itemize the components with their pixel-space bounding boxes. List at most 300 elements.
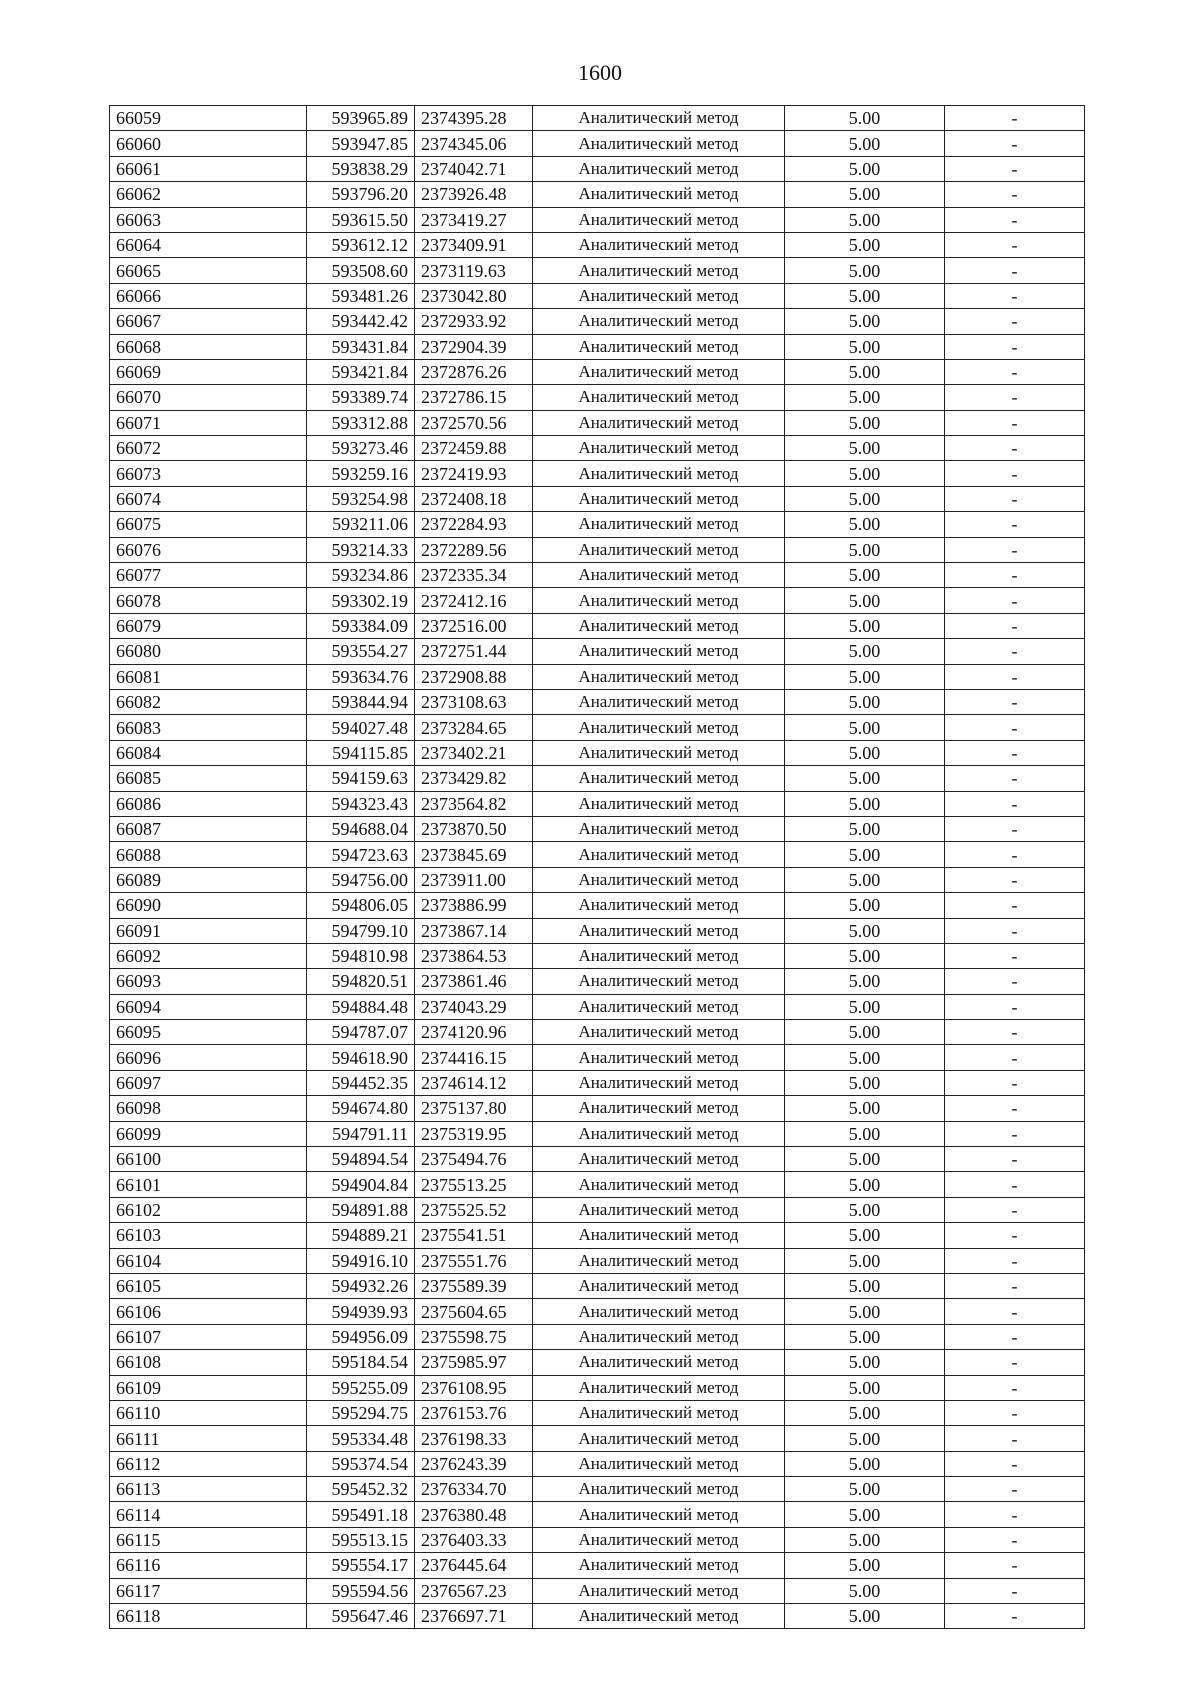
- note-cell: -: [945, 994, 1085, 1019]
- method-cell: Аналитический метод: [533, 232, 785, 257]
- point-id-cell: 66060: [110, 131, 307, 156]
- x-coordinate-cell: 593844.94: [307, 689, 415, 714]
- accuracy-cell: 5.00: [785, 156, 945, 181]
- x-coordinate-cell: 594115.85: [307, 740, 415, 765]
- point-id-cell: 66109: [110, 1375, 307, 1400]
- accuracy-cell: 5.00: [785, 1020, 945, 1045]
- accuracy-cell: 5.00: [785, 106, 945, 131]
- note-cell: -: [945, 1299, 1085, 1324]
- y-coordinate-cell: 2373845.69: [415, 842, 533, 867]
- y-coordinate-cell: 2372876.26: [415, 359, 533, 384]
- y-coordinate-cell: 2372412.16: [415, 588, 533, 613]
- y-coordinate-cell: 2376403.33: [415, 1527, 533, 1552]
- y-coordinate-cell: 2373926.48: [415, 182, 533, 207]
- x-coordinate-cell: 595334.48: [307, 1426, 415, 1451]
- method-cell: Аналитический метод: [533, 1147, 785, 1172]
- method-cell: Аналитический метод: [533, 1172, 785, 1197]
- note-cell: -: [945, 842, 1085, 867]
- y-coordinate-cell: 2373108.63: [415, 689, 533, 714]
- table-row: [110, 1045, 1085, 1070]
- y-coordinate-cell: 2375541.51: [415, 1223, 533, 1248]
- table-row: [110, 816, 1085, 841]
- point-id-cell: 66096: [110, 1045, 307, 1070]
- method-cell: Аналитический метод: [533, 740, 785, 765]
- table-row: [110, 385, 1085, 410]
- note-cell: -: [945, 1350, 1085, 1375]
- accuracy-cell: 5.00: [785, 1553, 945, 1578]
- table-row: [110, 918, 1085, 943]
- table-row: [110, 563, 1085, 588]
- method-cell: Аналитический метод: [533, 766, 785, 791]
- y-coordinate-cell: 2374614.12: [415, 1070, 533, 1095]
- accuracy-cell: 5.00: [785, 309, 945, 334]
- accuracy-cell: 5.00: [785, 537, 945, 562]
- y-coordinate-cell: 2372570.56: [415, 410, 533, 435]
- point-id-cell: 66063: [110, 207, 307, 232]
- table-row: [110, 943, 1085, 968]
- accuracy-cell: 5.00: [785, 1375, 945, 1400]
- method-cell: Аналитический метод: [533, 1324, 785, 1349]
- point-id-cell: 66100: [110, 1147, 307, 1172]
- x-coordinate-cell: 595491.18: [307, 1502, 415, 1527]
- accuracy-cell: 5.00: [785, 1527, 945, 1552]
- accuracy-cell: 5.00: [785, 334, 945, 359]
- method-cell: Аналитический метод: [533, 1273, 785, 1298]
- note-cell: -: [945, 1223, 1085, 1248]
- accuracy-cell: 5.00: [785, 283, 945, 308]
- method-cell: Аналитический метод: [533, 359, 785, 384]
- table-row: [110, 1553, 1085, 1578]
- y-coordinate-cell: 2375985.97: [415, 1350, 533, 1375]
- table-row: [110, 689, 1085, 714]
- accuracy-cell: 5.00: [785, 1477, 945, 1502]
- accuracy-cell: 5.00: [785, 1045, 945, 1070]
- y-coordinate-cell: 2376445.64: [415, 1553, 533, 1578]
- y-coordinate-cell: 2373870.50: [415, 816, 533, 841]
- x-coordinate-cell: 593259.16: [307, 461, 415, 486]
- table-row: [110, 1147, 1085, 1172]
- point-id-cell: 66062: [110, 182, 307, 207]
- method-cell: Аналитический метод: [533, 1121, 785, 1146]
- accuracy-cell: 5.00: [785, 436, 945, 461]
- accuracy-cell: 5.00: [785, 689, 945, 714]
- point-id-cell: 66097: [110, 1070, 307, 1095]
- note-cell: -: [945, 309, 1085, 334]
- point-id-cell: 66077: [110, 563, 307, 588]
- accuracy-cell: 5.00: [785, 664, 945, 689]
- point-id-cell: 66079: [110, 613, 307, 638]
- method-cell: Аналитический метод: [533, 1400, 785, 1425]
- table-row: [110, 1324, 1085, 1349]
- accuracy-cell: 5.00: [785, 1324, 945, 1349]
- y-coordinate-cell: 2376153.76: [415, 1400, 533, 1425]
- method-cell: Аналитический метод: [533, 1477, 785, 1502]
- note-cell: -: [945, 512, 1085, 537]
- x-coordinate-cell: 595255.09: [307, 1375, 415, 1400]
- point-id-cell: 66085: [110, 766, 307, 791]
- y-coordinate-cell: 2373042.80: [415, 283, 533, 308]
- note-cell: -: [945, 1502, 1085, 1527]
- y-coordinate-cell: 2376243.39: [415, 1451, 533, 1476]
- y-coordinate-cell: 2373402.21: [415, 740, 533, 765]
- table-row: [110, 436, 1085, 461]
- method-cell: Аналитический метод: [533, 1604, 785, 1629]
- accuracy-cell: 5.00: [785, 639, 945, 664]
- y-coordinate-cell: 2372459.88: [415, 436, 533, 461]
- table-row: [110, 867, 1085, 892]
- method-cell: Аналитический метод: [533, 258, 785, 283]
- method-cell: Аналитический метод: [533, 1553, 785, 1578]
- table-row: [110, 1604, 1085, 1629]
- x-coordinate-cell: 593634.76: [307, 664, 415, 689]
- method-cell: Аналитический метод: [533, 893, 785, 918]
- x-coordinate-cell: 593421.84: [307, 359, 415, 384]
- note-cell: -: [945, 359, 1085, 384]
- point-id-cell: 66068: [110, 334, 307, 359]
- note-cell: -: [945, 1273, 1085, 1298]
- x-coordinate-cell: 595647.46: [307, 1604, 415, 1629]
- accuracy-cell: 5.00: [785, 969, 945, 994]
- y-coordinate-cell: 2375598.75: [415, 1324, 533, 1349]
- method-cell: Аналитический метод: [533, 943, 785, 968]
- point-id-cell: 66118: [110, 1604, 307, 1629]
- x-coordinate-cell: 593947.85: [307, 131, 415, 156]
- note-cell: -: [945, 410, 1085, 435]
- x-coordinate-cell: 593302.19: [307, 588, 415, 613]
- point-id-cell: 66090: [110, 893, 307, 918]
- note-cell: -: [945, 740, 1085, 765]
- y-coordinate-cell: 2372908.88: [415, 664, 533, 689]
- x-coordinate-cell: 594894.54: [307, 1147, 415, 1172]
- y-coordinate-cell: 2374042.71: [415, 156, 533, 181]
- table-row: [110, 994, 1085, 1019]
- point-id-cell: 66094: [110, 994, 307, 1019]
- x-coordinate-cell: 593796.20: [307, 182, 415, 207]
- y-coordinate-cell: 2375604.65: [415, 1299, 533, 1324]
- point-id-cell: 66098: [110, 1096, 307, 1121]
- table-row: [110, 410, 1085, 435]
- note-cell: -: [945, 1375, 1085, 1400]
- y-coordinate-cell: 2376108.95: [415, 1375, 533, 1400]
- point-id-cell: 66091: [110, 918, 307, 943]
- y-coordinate-cell: 2373409.91: [415, 232, 533, 257]
- note-cell: -: [945, 1147, 1085, 1172]
- note-cell: -: [945, 918, 1085, 943]
- accuracy-cell: 5.00: [785, 1172, 945, 1197]
- x-coordinate-cell: 594618.90: [307, 1045, 415, 1070]
- note-cell: -: [945, 334, 1085, 359]
- y-coordinate-cell: 2376334.70: [415, 1477, 533, 1502]
- x-coordinate-cell: 594791.11: [307, 1121, 415, 1146]
- y-coordinate-cell: 2372335.34: [415, 563, 533, 588]
- table-row: [110, 1273, 1085, 1298]
- note-cell: -: [945, 943, 1085, 968]
- point-id-cell: 66082: [110, 689, 307, 714]
- accuracy-cell: 5.00: [785, 461, 945, 486]
- x-coordinate-cell: 594916.10: [307, 1248, 415, 1273]
- table-row: [110, 1248, 1085, 1273]
- point-id-cell: 66065: [110, 258, 307, 283]
- accuracy-cell: 5.00: [785, 1299, 945, 1324]
- method-cell: Аналитический метод: [533, 385, 785, 410]
- accuracy-cell: 5.00: [785, 1578, 945, 1603]
- method-cell: Аналитический метод: [533, 461, 785, 486]
- point-id-cell: 66076: [110, 537, 307, 562]
- point-id-cell: 66117: [110, 1578, 307, 1603]
- method-cell: Аналитический метод: [533, 1527, 785, 1552]
- point-id-cell: 66087: [110, 816, 307, 841]
- y-coordinate-cell: 2375513.25: [415, 1172, 533, 1197]
- x-coordinate-cell: 594688.04: [307, 816, 415, 841]
- table-row: [110, 334, 1085, 359]
- note-cell: -: [945, 1172, 1085, 1197]
- note-cell: -: [945, 969, 1085, 994]
- note-cell: -: [945, 867, 1085, 892]
- table-row: [110, 1375, 1085, 1400]
- point-id-cell: 66080: [110, 639, 307, 664]
- y-coordinate-cell: 2373861.46: [415, 969, 533, 994]
- x-coordinate-cell: 594159.63: [307, 766, 415, 791]
- table-row: [110, 1299, 1085, 1324]
- y-coordinate-cell: 2373867.14: [415, 918, 533, 943]
- y-coordinate-cell: 2375551.76: [415, 1248, 533, 1273]
- y-coordinate-cell: 2372933.92: [415, 309, 533, 334]
- y-coordinate-cell: 2373419.27: [415, 207, 533, 232]
- point-id-cell: 66071: [110, 410, 307, 435]
- note-cell: -: [945, 639, 1085, 664]
- note-cell: -: [945, 1096, 1085, 1121]
- x-coordinate-cell: 594939.93: [307, 1299, 415, 1324]
- accuracy-cell: 5.00: [785, 791, 945, 816]
- point-id-cell: 66114: [110, 1502, 307, 1527]
- method-cell: Аналитический метод: [533, 486, 785, 511]
- accuracy-cell: 5.00: [785, 816, 945, 841]
- note-cell: -: [945, 893, 1085, 918]
- x-coordinate-cell: 593389.74: [307, 385, 415, 410]
- method-cell: Аналитический метод: [533, 842, 785, 867]
- table-row: [110, 232, 1085, 257]
- point-id-cell: 66113: [110, 1477, 307, 1502]
- note-cell: -: [945, 1324, 1085, 1349]
- table-row: [110, 207, 1085, 232]
- point-id-cell: 66078: [110, 588, 307, 613]
- accuracy-cell: 5.00: [785, 385, 945, 410]
- note-cell: -: [945, 791, 1085, 816]
- accuracy-cell: 5.00: [785, 613, 945, 638]
- x-coordinate-cell: 593965.89: [307, 106, 415, 131]
- y-coordinate-cell: 2374120.96: [415, 1020, 533, 1045]
- method-cell: Аналитический метод: [533, 106, 785, 131]
- x-coordinate-cell: 593838.29: [307, 156, 415, 181]
- note-cell: -: [945, 563, 1085, 588]
- x-coordinate-cell: 595513.15: [307, 1527, 415, 1552]
- note-cell: -: [945, 1527, 1085, 1552]
- accuracy-cell: 5.00: [785, 1248, 945, 1273]
- point-id-cell: 66075: [110, 512, 307, 537]
- point-id-cell: 66099: [110, 1121, 307, 1146]
- table-row: [110, 486, 1085, 511]
- accuracy-cell: 5.00: [785, 867, 945, 892]
- x-coordinate-cell: 595184.54: [307, 1350, 415, 1375]
- y-coordinate-cell: 2375319.95: [415, 1121, 533, 1146]
- x-coordinate-cell: 594452.35: [307, 1070, 415, 1095]
- accuracy-cell: 5.00: [785, 1197, 945, 1222]
- point-id-cell: 66111: [110, 1426, 307, 1451]
- note-cell: -: [945, 258, 1085, 283]
- method-cell: Аналитический метод: [533, 613, 785, 638]
- method-cell: Аналитический метод: [533, 994, 785, 1019]
- table-row: [110, 309, 1085, 334]
- y-coordinate-cell: 2374416.15: [415, 1045, 533, 1070]
- table-row: [110, 969, 1085, 994]
- y-coordinate-cell: 2375589.39: [415, 1273, 533, 1298]
- method-cell: Аналитический метод: [533, 1299, 785, 1324]
- note-cell: -: [945, 715, 1085, 740]
- accuracy-cell: 5.00: [785, 1223, 945, 1248]
- table-row: [110, 1527, 1085, 1552]
- note-cell: -: [945, 131, 1085, 156]
- point-id-cell: 66069: [110, 359, 307, 384]
- note-cell: -: [945, 1197, 1085, 1222]
- y-coordinate-cell: 2376198.33: [415, 1426, 533, 1451]
- y-coordinate-cell: 2372284.93: [415, 512, 533, 537]
- method-cell: Аналитический метод: [533, 1426, 785, 1451]
- point-id-cell: 66064: [110, 232, 307, 257]
- table-row: [110, 1121, 1085, 1146]
- table-row: [110, 588, 1085, 613]
- method-cell: Аналитический метод: [533, 1045, 785, 1070]
- table-row: [110, 791, 1085, 816]
- point-id-cell: 66093: [110, 969, 307, 994]
- x-coordinate-cell: 593554.27: [307, 639, 415, 664]
- point-id-cell: 66089: [110, 867, 307, 892]
- x-coordinate-cell: 593234.86: [307, 563, 415, 588]
- point-id-cell: 66059: [110, 106, 307, 131]
- note-cell: -: [945, 1248, 1085, 1273]
- note-cell: -: [945, 613, 1085, 638]
- method-cell: Аналитический метод: [533, 918, 785, 943]
- point-id-cell: 66115: [110, 1527, 307, 1552]
- method-cell: Аналитический метод: [533, 1096, 785, 1121]
- accuracy-cell: 5.00: [785, 994, 945, 1019]
- point-id-cell: 66067: [110, 309, 307, 334]
- y-coordinate-cell: 2376567.23: [415, 1578, 533, 1603]
- accuracy-cell: 5.00: [785, 1070, 945, 1095]
- x-coordinate-cell: 594674.80: [307, 1096, 415, 1121]
- table-row: [110, 893, 1085, 918]
- table-row: [110, 1020, 1085, 1045]
- x-coordinate-cell: 594956.09: [307, 1324, 415, 1349]
- page-number: 1600: [578, 60, 622, 85]
- x-coordinate-cell: 593615.50: [307, 207, 415, 232]
- method-cell: Аналитический метод: [533, 1451, 785, 1476]
- accuracy-cell: 5.00: [785, 1451, 945, 1476]
- x-coordinate-cell: 593431.84: [307, 334, 415, 359]
- note-cell: -: [945, 1426, 1085, 1451]
- x-coordinate-cell: 593254.98: [307, 486, 415, 511]
- point-id-cell: 66088: [110, 842, 307, 867]
- table-row: [110, 766, 1085, 791]
- y-coordinate-cell: 2375494.76: [415, 1147, 533, 1172]
- x-coordinate-cell: 594323.43: [307, 791, 415, 816]
- point-id-cell: 66074: [110, 486, 307, 511]
- y-coordinate-cell: 2375525.52: [415, 1197, 533, 1222]
- accuracy-cell: 5.00: [785, 512, 945, 537]
- table-row: [110, 1197, 1085, 1222]
- accuracy-cell: 5.00: [785, 258, 945, 283]
- table-row: [110, 639, 1085, 664]
- table-row: [110, 131, 1085, 156]
- note-cell: -: [945, 207, 1085, 232]
- note-cell: -: [945, 588, 1085, 613]
- note-cell: -: [945, 664, 1085, 689]
- method-cell: Аналитический метод: [533, 867, 785, 892]
- note-cell: -: [945, 1553, 1085, 1578]
- y-coordinate-cell: 2372419.93: [415, 461, 533, 486]
- accuracy-cell: 5.00: [785, 715, 945, 740]
- table-row: [110, 842, 1085, 867]
- table-row: [110, 1096, 1085, 1121]
- accuracy-cell: 5.00: [785, 943, 945, 968]
- y-coordinate-cell: 2372786.15: [415, 385, 533, 410]
- method-cell: Аналитический метод: [533, 1248, 785, 1273]
- method-cell: Аналитический метод: [533, 1375, 785, 1400]
- table-row: [110, 715, 1085, 740]
- method-cell: Аналитический метод: [533, 410, 785, 435]
- y-coordinate-cell: 2373284.65: [415, 715, 533, 740]
- note-cell: -: [945, 1020, 1085, 1045]
- accuracy-cell: 5.00: [785, 842, 945, 867]
- method-cell: Аналитический метод: [533, 309, 785, 334]
- note-cell: -: [945, 816, 1085, 841]
- point-id-cell: 66102: [110, 1197, 307, 1222]
- method-cell: Аналитический метод: [533, 334, 785, 359]
- accuracy-cell: 5.00: [785, 740, 945, 765]
- table-row: [110, 1350, 1085, 1375]
- y-coordinate-cell: 2373864.53: [415, 943, 533, 968]
- accuracy-cell: 5.00: [785, 131, 945, 156]
- y-coordinate-cell: 2376697.71: [415, 1604, 533, 1629]
- x-coordinate-cell: 594932.26: [307, 1273, 415, 1298]
- note-cell: -: [945, 106, 1085, 131]
- accuracy-cell: 5.00: [785, 766, 945, 791]
- x-coordinate-cell: 594787.07: [307, 1020, 415, 1045]
- accuracy-cell: 5.00: [785, 1426, 945, 1451]
- x-coordinate-cell: 594027.48: [307, 715, 415, 740]
- table-row: [110, 1502, 1085, 1527]
- x-coordinate-cell: 594889.21: [307, 1223, 415, 1248]
- y-coordinate-cell: 2373911.00: [415, 867, 533, 892]
- method-cell: Аналитический метод: [533, 1502, 785, 1527]
- accuracy-cell: 5.00: [785, 207, 945, 232]
- x-coordinate-cell: 593211.06: [307, 512, 415, 537]
- accuracy-cell: 5.00: [785, 1273, 945, 1298]
- method-cell: Аналитический метод: [533, 537, 785, 562]
- note-cell: -: [945, 156, 1085, 181]
- x-coordinate-cell: 593612.12: [307, 232, 415, 257]
- note-cell: -: [945, 436, 1085, 461]
- point-id-cell: 66092: [110, 943, 307, 968]
- point-id-cell: 66101: [110, 1172, 307, 1197]
- y-coordinate-cell: 2372289.56: [415, 537, 533, 562]
- method-cell: Аналитический метод: [533, 512, 785, 537]
- x-coordinate-cell: 594756.00: [307, 867, 415, 892]
- method-cell: Аналитический метод: [533, 588, 785, 613]
- accuracy-cell: 5.00: [785, 563, 945, 588]
- table-row: [110, 461, 1085, 486]
- point-id-cell: 66105: [110, 1273, 307, 1298]
- table-row: [110, 106, 1085, 131]
